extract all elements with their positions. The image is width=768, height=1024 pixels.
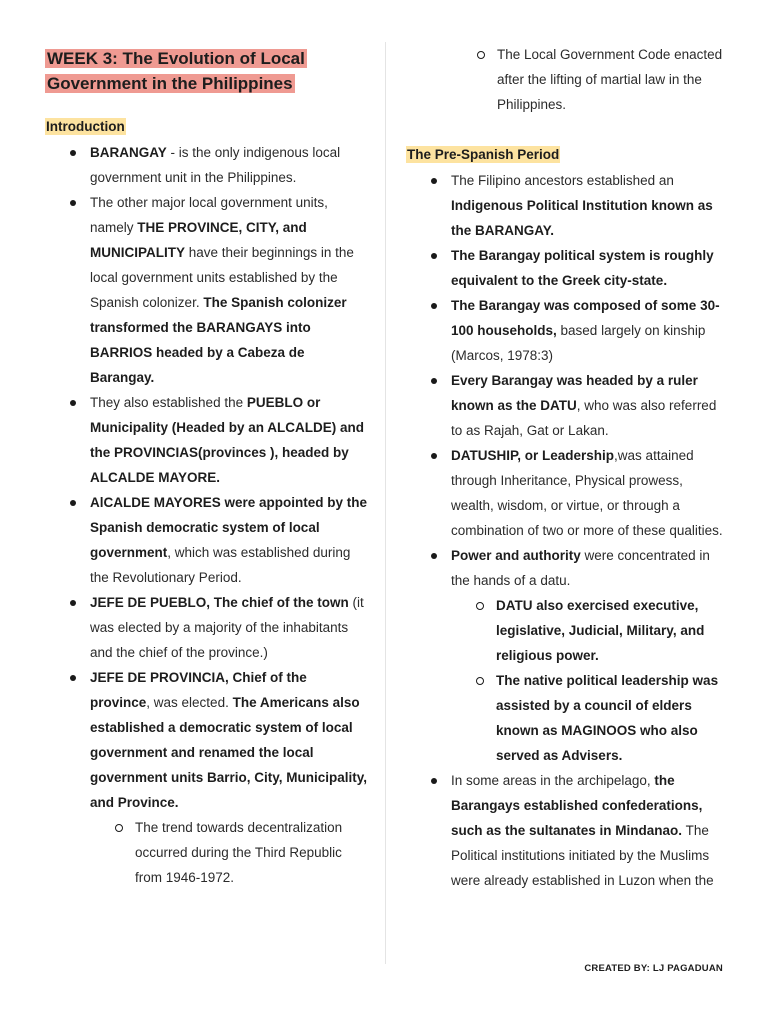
list-item: JEFE DE PROVINCIA, Chief of the province, was elected. The Americans also established a democratic system of local government and renamed the local government units Barrio, City, Municipality, and Province. The trend towards decentralization occurred during the Third Republic from 1946-1972. — [45, 665, 370, 890]
list-item: BARANGAY - is the only indigenous local government unit in the Philippines. — [45, 140, 370, 190]
column-divider — [385, 42, 386, 964]
section-heading-pre-spanish: The Pre-Spanish Period — [407, 147, 560, 162]
sub-list — [451, 593, 728, 768]
introduction-list — [45, 140, 370, 890]
pre-spanish-list — [406, 168, 728, 893]
continued-sub-list — [452, 42, 726, 117]
list-item: DATUSHIP, or Leadership,was attained through Inheritance, Physical prowess, wealth, wisdom, or virtue, or through a combination of two or more of these qualities. — [406, 443, 728, 543]
sub-list — [90, 815, 370, 890]
list-item: The Barangay was composed of some 30-100 households, based largely on kinship (Marcos, 1978:3) — [406, 293, 728, 368]
list-item: In some areas in the archipelago, the Barangays established confederations, such as the sultanates in Mindanao. The Political institutions initiated by the Muslims were already established in Luzon when the — [406, 768, 728, 893]
section-heading-introduction: Introduction — [46, 119, 125, 134]
sub-list-item: The Local Government Code enacted after the lifting of martial law in the Philippines. — [452, 42, 726, 117]
list-item: The Barangay political system is roughly equivalent to the Greek city-state. — [406, 243, 728, 293]
list-item: Every Barangay was headed by a ruler known as the DATU, who was also referred to as Rajah, Gat or Lakan. — [406, 368, 728, 443]
sub-list-item: DATU also exercised executive, legislative, Judicial, Military, and religious power. — [451, 593, 728, 668]
sub-list-item: The trend towards decentralization occurred during the Third Republic from 1946-1972. — [90, 815, 370, 890]
list-item: AlCALDE MAYORES were appointed by the Spanish democratic system of local government, which was established during the Revolutionary Period. — [45, 490, 370, 590]
list-item: JEFE DE PUEBLO, The chief of the town (it was elected by a majority of the inhabitants and the chief of the province.) — [45, 590, 370, 665]
list-item: The Filipino ancestors established an Indigenous Political Institution known as the BARANGAY. — [406, 168, 728, 243]
author-credit: CREATED BY: LJ PAGADUAN — [584, 963, 723, 974]
list-item: Power and authority were concentrated in the hands of a datu. DATU also exercised executive, legislative, Judicial, Military, and religious power. The native political leadership was assisted by a council of elders known as MAGINOOS who also served as Advisers. — [406, 543, 728, 768]
page-title: WEEK 3: The Evolution of Local Government in the Philippines — [47, 49, 305, 93]
list-item: They also established the PUEBLO or Municipality (Headed by an ALCALDE) and the PROVINCIAS(provinces ), headed by ALCALDE MAYORE. — [45, 390, 370, 490]
list-item: The other major local government units, namely THE PROVINCE, CITY, and MUNICIPALITY have their beginnings in the local government units established by the Spanish colonizer. The Spanish colonizer transformed the BARANGAYS into BARRIOS headed by a Cabeza de Barangay. — [45, 190, 370, 390]
sub-list-item: The native political leadership was assisted by a council of elders known as MAGINOOS who also served as Advisers. — [451, 668, 728, 768]
